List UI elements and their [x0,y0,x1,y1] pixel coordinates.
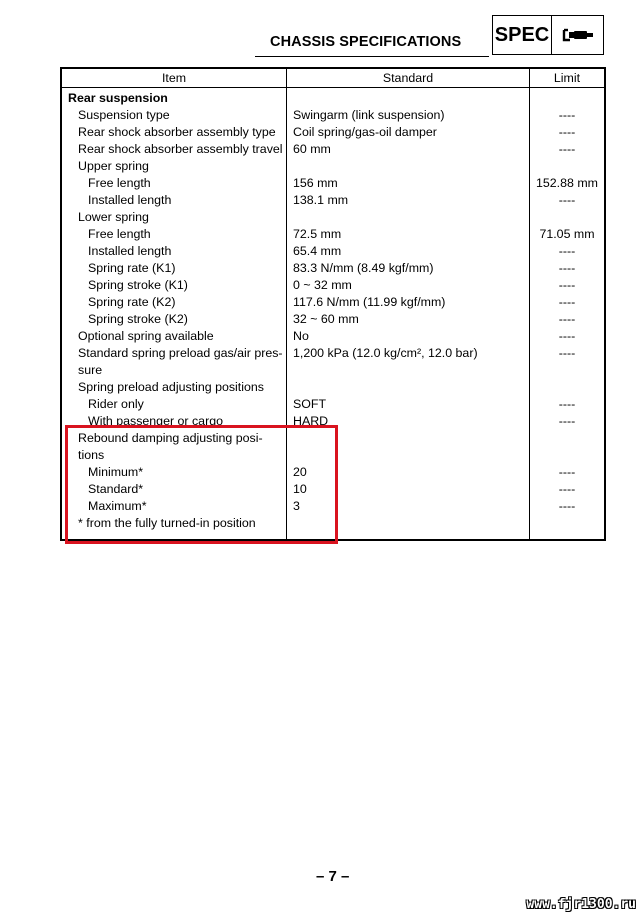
limit-value [530,209,606,226]
table-row [61,226,605,243]
table-row [61,107,605,124]
standard-value: Coil spring/gas-oil damper [287,124,530,141]
item-label: Suspension type [78,108,170,122]
item-label: Rebound damping adjusting posi-tions [78,431,263,462]
table-row [61,124,605,141]
column-header-item: Item [61,68,287,88]
standard-value: 72.5 mm [287,226,530,243]
limit-value: ---- [530,345,606,379]
limit-value [530,88,606,108]
page-title: CHASSIS SPECIFICATIONS [270,34,462,50]
limit-value: ---- [530,311,606,328]
standard-value: 65.4 mm [287,243,530,260]
micrometer-icon [552,16,603,54]
table-row [61,379,605,396]
item-label: With passenger or cargo [88,414,223,428]
standard-value [287,158,530,175]
table-row [61,396,605,413]
column-header-limit: Limit [530,68,606,88]
item-label: Spring preload adjusting positions [78,380,264,394]
table-row [61,158,605,175]
item-cell [61,209,287,226]
column-header-standard: Standard [287,68,530,88]
table-header-row [61,68,605,88]
limit-value: ---- [530,243,606,260]
table-row [61,260,605,277]
table-row [61,88,605,108]
section-heading: Rear suspension [68,91,168,105]
item-cell [61,294,287,311]
item-label: Installed length [88,193,172,207]
item-label: Maximum* [88,499,147,513]
limit-value: 71.05 mm [530,226,606,243]
watermark: www.fjr1300.ru [526,897,636,912]
limit-value [530,515,606,540]
item-cell [61,277,287,294]
table-row [61,192,605,209]
item-label: Spring stroke (K1) [88,278,188,292]
standard-value: 32 ~ 60 mm [287,311,530,328]
item-label: Spring stroke (K2) [88,312,188,326]
limit-value: ---- [530,277,606,294]
standard-value: No [287,328,530,345]
standard-value: 156 mm [287,175,530,192]
item-label: Minimum* [88,465,144,479]
item-label: Standard* [88,482,144,496]
standard-value: 117.6 N/mm (11.99 kgf/mm) [287,294,530,311]
standard-value: 60 mm [287,141,530,158]
table-row [61,277,605,294]
item-cell [61,107,287,124]
standard-value: 10 [287,481,530,498]
table-row [61,345,605,379]
table-row [61,328,605,345]
item-cell [61,379,287,396]
standard-value: 1,200 kPa (12.0 kg/cm², 12.0 bar) [287,345,530,379]
limit-value [530,430,606,464]
standard-value: 138.1 mm [287,192,530,209]
item-cell [61,192,287,209]
standard-value [287,379,530,396]
page-number: – 7 – [316,868,350,885]
highlight-annotation-box [65,425,338,544]
standard-value: 0 ~ 32 mm [287,277,530,294]
limit-value: ---- [530,396,606,413]
limit-value: ---- [530,124,606,141]
item-label: Standard spring preload gas/air pres-sure [78,346,283,377]
item-label: Lower spring [78,210,149,224]
item-label: Free length [88,176,151,190]
item-label: Spring rate (K1) [88,261,176,275]
table-row [61,141,605,158]
item-cell [61,141,287,158]
limit-value: 152.88 mm [530,175,606,192]
standard-value: 83.3 N/mm (8.49 kgf/mm) [287,260,530,277]
limit-value: ---- [530,260,606,277]
standard-value: Swingarm (link suspension) [287,107,530,124]
item-cell [61,396,287,413]
item-cell [61,328,287,345]
standard-value [287,209,530,226]
item-cell [61,226,287,243]
item-cell [61,260,287,277]
table-row [61,243,605,260]
spec-badge [492,15,604,55]
standard-value: 20 [287,464,530,481]
item-label: Rear shock absorber assembly type [78,125,276,139]
item-cell [61,124,287,141]
table-row [61,175,605,192]
item-label: Free length [88,227,151,241]
item-cell [61,88,287,108]
limit-value: ---- [530,464,606,481]
limit-value: ---- [530,141,606,158]
limit-value: ---- [530,481,606,498]
limit-value [530,379,606,396]
item-label: Optional spring available [78,329,214,343]
limit-value: ---- [530,294,606,311]
spec-badge-label: SPEC [493,16,552,54]
limit-value: ---- [530,328,606,345]
standard-value: SOFT [287,396,530,413]
standard-value [287,88,530,108]
table-row [61,209,605,226]
item-label: * from the fully turned-in position [78,516,256,530]
item-cell [61,345,287,379]
item-label: Installed length [88,244,172,258]
item-cell [61,175,287,192]
item-label: Spring rate (K2) [88,295,176,309]
item-cell [61,311,287,328]
item-label: Rider only [88,397,144,411]
item-cell [61,243,287,260]
item-cell [61,158,287,175]
table-row [61,311,605,328]
item-label: Upper spring [78,159,149,173]
limit-value: ---- [530,192,606,209]
limit-value [530,158,606,175]
header-divider [255,56,489,57]
limit-value: ---- [530,498,606,515]
table-row [61,294,605,311]
standard-value: 3 [287,498,530,515]
limit-value: ---- [530,107,606,124]
standard-value: HARD [287,413,530,430]
item-label: Rear shock absorber assembly travel [78,142,283,156]
limit-value: ---- [530,413,606,430]
